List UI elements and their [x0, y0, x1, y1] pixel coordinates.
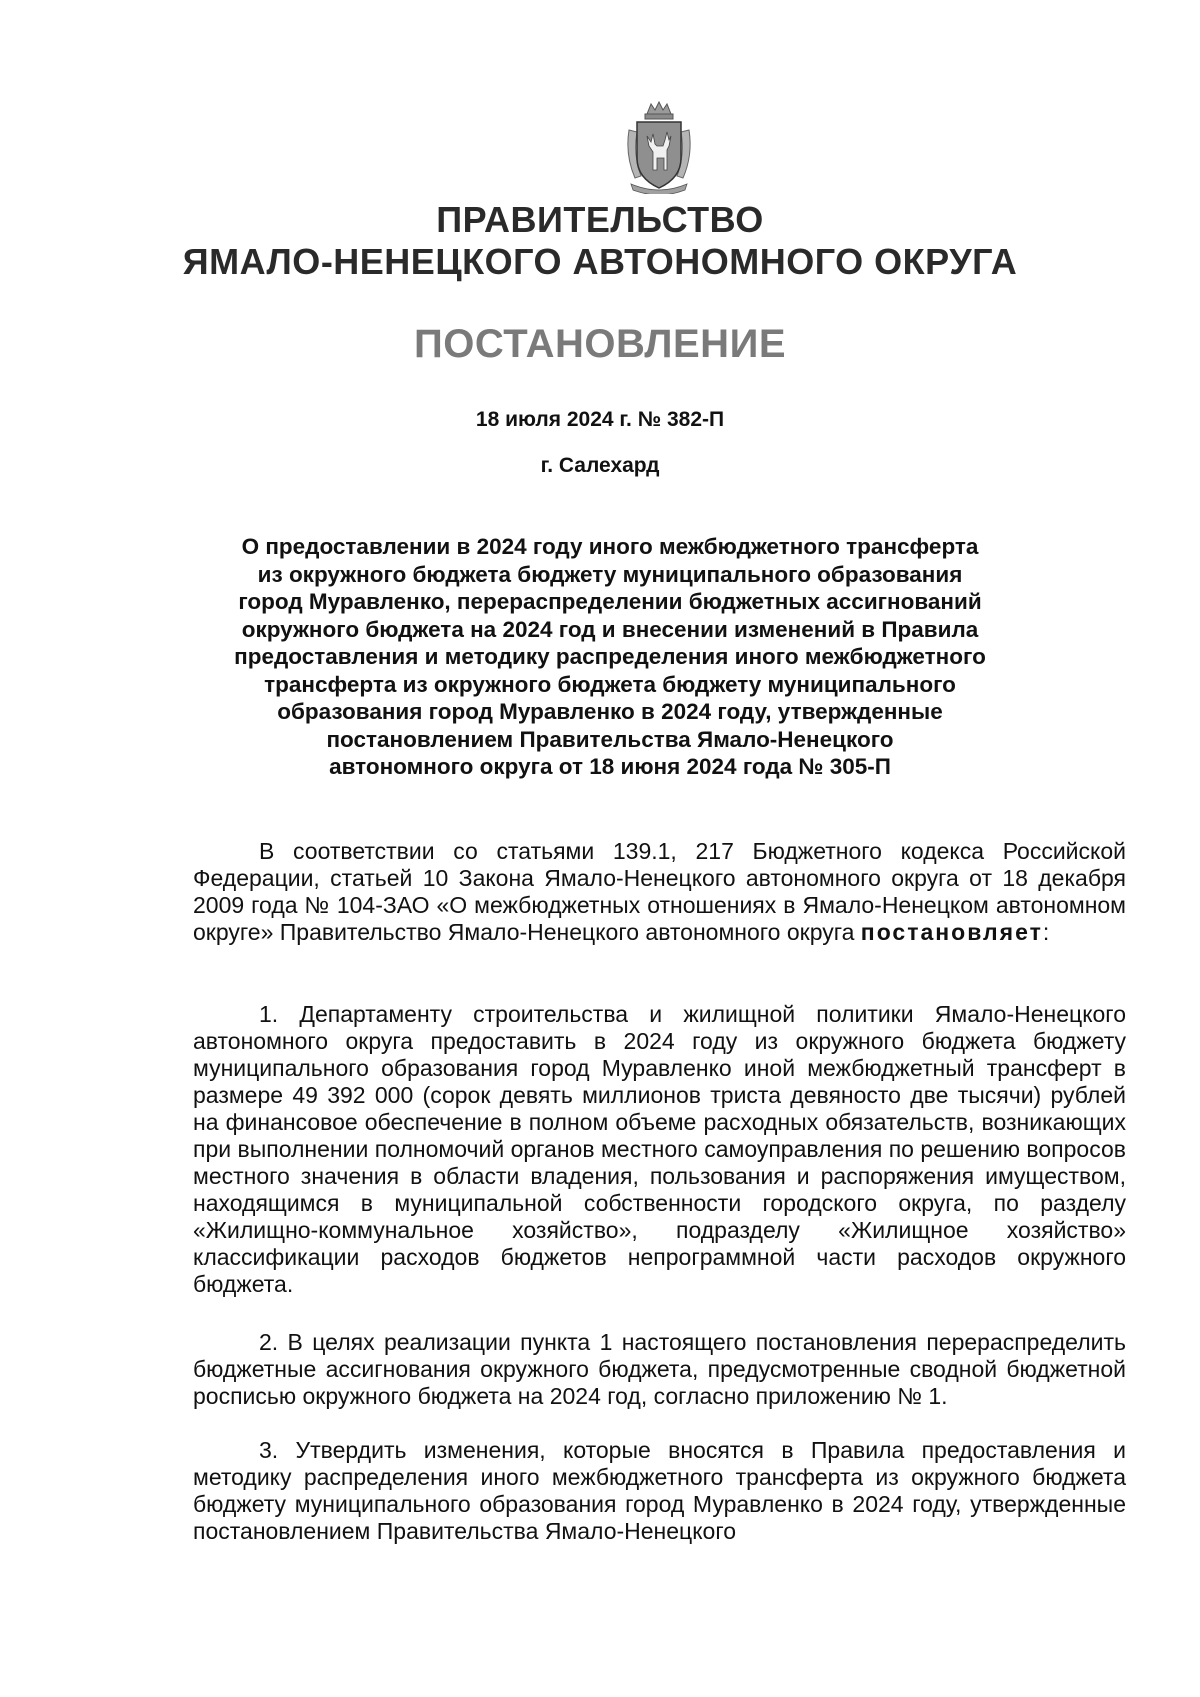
item-1-paragraph: 1. Департаменту строительства и жилищной политики Ямало-Ненецкого автономного округа предоставить в 2024 году из окружного бюджета бюджету муниципального образования город Муравленко иной межбюджетный трансферт в размере 49 392 000 (сорок девять миллионов триста девяносто две тысячи) рублей на финансовое обеспечение в полном объеме расходных обязательств, возникающих при выполнении полномочий органов местного самоуправления по решению вопросов местного значения в области владения, пользования и распоряжения имуществом, находящимся в муниципальной собственности городского округа, по разделу «Жилищно-коммунальное хозяйство», подразделу «Жилищное хозяйство» классификации расходов бюджетов непрограммной части расходов окружного бюджета. [193, 1001, 1126, 1297]
government-title-line1: ПРАВИТЕЛЬСТВО [436, 199, 764, 240]
preamble-paragraph [193, 838, 1126, 946]
preamble-text: В соответствии со статьями 139.1, 217 Бюджетного кодекса Российской Федерации, статьей 10 Закона Ямало-Ненецкого автономного округа от 18 декабря 2009 года № 104-ЗАО «О межбюджетных отношениях в Ямало-Ненецком автономном округе» Правительство Ямало-Ненецкого автономного округа [193, 838, 1126, 945]
item-3-paragraph: 3. Утвердить изменения, которые вносятся в Правила предоставления и методику распределения иного межбюджетного трансферта из окружного бюджета бюджету муниципального образования город Муравленко в 2024 году, утвержденные постановлением Правительства Ямало-Ненецкого [193, 1437, 1126, 1544]
subject-line: из окружного бюджета бюджету муниципального образования [257, 561, 963, 587]
subject-line: предоставления и методику распределения иного межбюджетного [234, 644, 986, 669]
item-2-paragraph: 2. В целях реализации пункта 1 настоящего постановления перераспределить бюджетные ассигнования окружного бюджета, предусмотренные сводной бюджетной росписью окружного бюджета на 2024 год, согласно приложению № 1. [193, 1329, 1126, 1409]
document-date-number: 18 июля 2024 г. № 382-П [475, 408, 725, 431]
subject-line: город Муравленко, перераспределении бюджетных ассигнований [238, 589, 982, 614]
subject-line: окружного бюджета на 2024 год и внесении изменений в Правила [241, 616, 979, 642]
subject-line: автономного округа от 18 июня 2024 года № 305-П [329, 754, 891, 779]
subject-line: О предоставлении в 2024 году иного межбюджетного трансферта [241, 534, 979, 559]
document-subject [190, 533, 1030, 781]
resolves-colon: : [1042, 919, 1050, 945]
subject-line: образования город Муравленко в 2024 году, утвержденные [277, 699, 943, 724]
subject-line: трансферта из окружного бюджета бюджету муниципального [264, 671, 956, 697]
document-city: г. Салехард [540, 454, 660, 477]
document-type-heading: ПОСТАНОВЛЕНИЕ [413, 322, 786, 366]
coat-of-arms-emblem [623, 100, 695, 194]
government-title-line2: ЯМАЛО-НЕНЕЦКОГО АВТОНОМНОГО ОКРУГА [182, 241, 1018, 282]
resolves-word: постановляет [860, 919, 1043, 945]
subject-line: постановлением Правительства Ямало-Ненецкого [326, 726, 894, 752]
